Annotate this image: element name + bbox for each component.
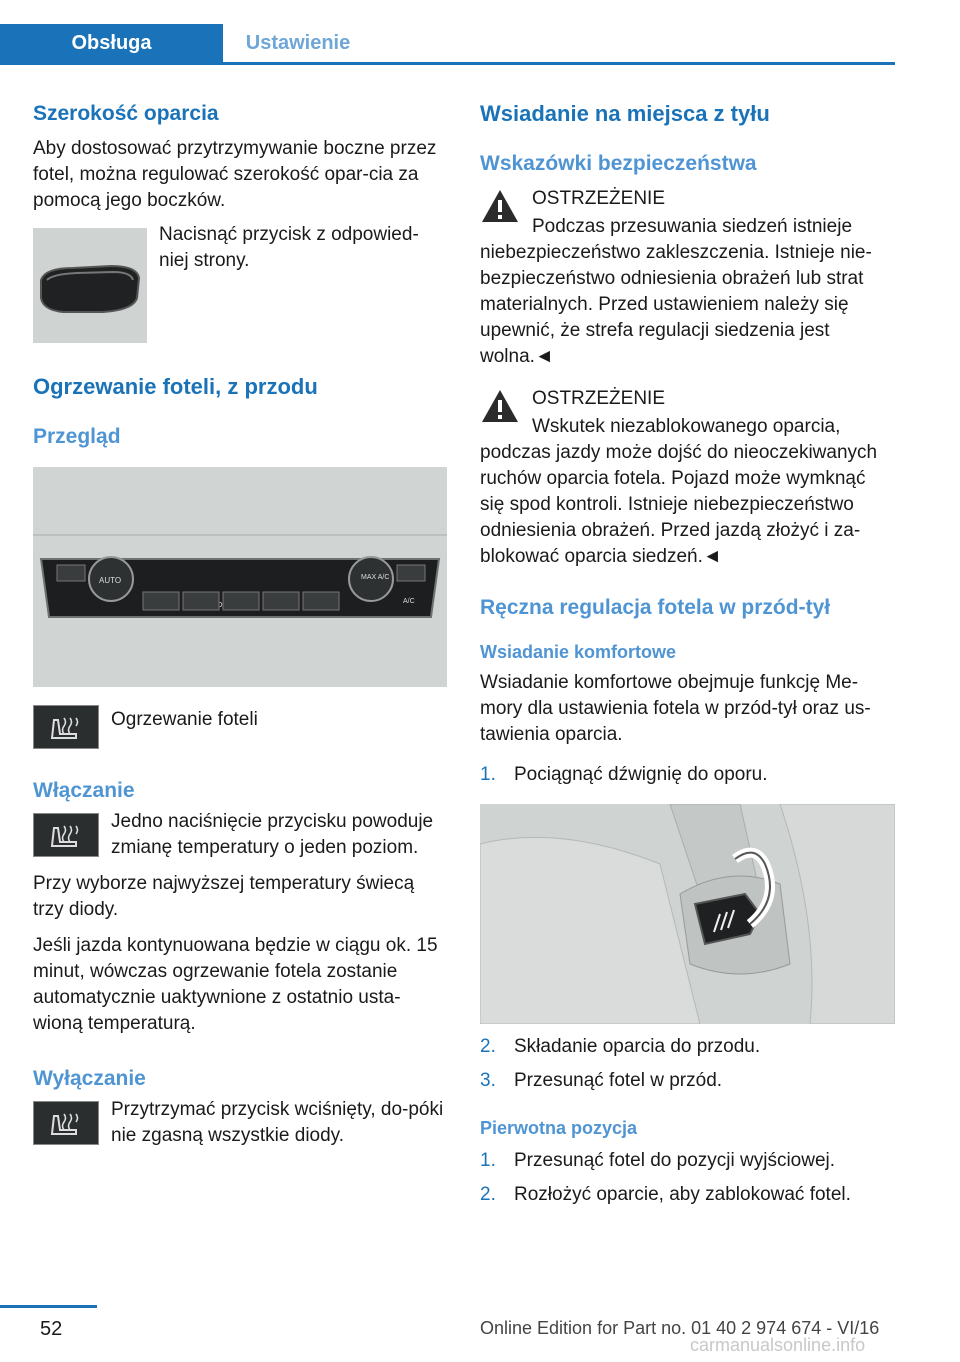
section-title-rear-entry: Wsiadanie na miejsca z tyłu — [480, 101, 770, 126]
watermark: carmanualsonline.info — [690, 1335, 866, 1355]
list-number: 2. — [480, 1184, 496, 1205]
warning-triangle-icon — [480, 188, 520, 224]
switch-on-para-2: Jeśli jazda kontynuowana będzie w ciągu ok. 15 minut, wówczas ogrzewanie fotela zostanie automatycznie uaktywnione z ostatnio usta-wioną temperaturą. — [33, 935, 438, 1034]
seat-heating-icon — [46, 820, 86, 850]
list-text: Przesunąć fotel w przód. — [514, 1070, 723, 1091]
list-item — [480, 1034, 895, 1060]
panel-max-label: MAX A/C — [361, 574, 390, 581]
page-number: 52 — [40, 1318, 63, 1340]
switch-on-text: Jedno naciśnięcie przycisku powoduje zmianę temperatury o jeden poziom. — [111, 811, 434, 858]
backrest-button-image — [33, 228, 147, 343]
tab-obsluga[interactable]: Obsługa — [0, 24, 223, 62]
subtitle-overview: Przegląd — [33, 425, 121, 448]
list-text: Rozłożyć oparcie, aby zablokować fotel. — [514, 1184, 851, 1205]
warning-triangle-icon — [480, 388, 520, 424]
panel-auto-label: AUTO — [99, 576, 122, 585]
left-column — [33, 100, 447, 1149]
warning-1-label: OSTRZEŻENIE — [532, 188, 666, 209]
list-item — [480, 1068, 895, 1094]
list-item — [480, 762, 895, 788]
edition-text: Online Edition for Part no. 01 40 2 974 674 - VI/16 — [480, 1318, 880, 1338]
seat-heating-button-image-off — [33, 1101, 99, 1145]
backrest-width-text: Aby dostosować przytrzymywanie boczne przez fotel, można regulować szerokość opar-cia za pomocą jego boczków. — [33, 138, 437, 211]
right-column — [480, 100, 895, 1208]
list-text: Pociągnąć dźwignię do oporu. — [514, 764, 768, 785]
section-title-seat-heating: Ogrzewanie foteli, z przodu — [33, 374, 318, 399]
seat-heating-icon — [46, 712, 86, 742]
footer-divider — [0, 1305, 97, 1308]
seat-heating-button-image-on — [33, 813, 99, 857]
list-text: Składanie oparcia do przodu. — [514, 1036, 761, 1057]
subtitle-original-position: Pierwotna pozycja — [480, 1118, 638, 1138]
list-item — [480, 1182, 895, 1208]
subtitle-safety: Wskazówki bezpieczeństwa — [480, 152, 757, 175]
seat-heating-icon — [46, 1108, 86, 1138]
backrest-width-hint: Nacisnąć przycisk z odpowied-niej strony. — [159, 224, 419, 271]
list-item — [480, 1148, 895, 1174]
switch-off-text: Przytrzymać przycisk wciśnięty, do-póki nie zgasną wszystkie diody. — [111, 1099, 444, 1146]
list-number: 1. — [480, 1150, 496, 1171]
list-number: 2. — [480, 1036, 496, 1057]
warning-2-label: OSTRZEŻENIE — [532, 388, 666, 409]
seat-heating-button-image — [33, 705, 99, 749]
climate-panel-image — [33, 467, 447, 687]
warning-1-text: Podczas przesuwania siedzeń istnieje niebezpieczeństwo zakleszczenia. Istnieje nie-bezpieczeństwo odniesienia obrażeń lub strat materialnych. Przed ustawieniem należy się upewnić, że strefa regulacji siedzenia jest wolna.◄ — [480, 216, 872, 367]
lever-image — [480, 804, 895, 1024]
panel-ac-label: A/C — [403, 598, 415, 605]
section-title-backrest-width: Szerokość oparcia — [33, 102, 219, 125]
warning-block-1 — [480, 188, 895, 370]
seat-heating-label: Ogrzewanie foteli — [111, 709, 258, 730]
warning-block-2 — [480, 388, 895, 570]
list-text: Przesunąć fotel do pozycji wyjściowej. — [514, 1150, 836, 1171]
tab-ustawienie[interactable]: Ustawienie — [245, 31, 351, 54]
subtitle-switch-off: Wyłączanie — [33, 1067, 146, 1090]
subtitle-switch-on: Włączanie — [33, 779, 135, 802]
switch-on-para-1: Przy wyborze najwyższej temperatury świecą trzy diody. — [33, 873, 415, 920]
subtitle-manual-adjustment: Ręczna regulacja fotela w przód-tył — [480, 596, 831, 619]
subtitle-comfort-entry: Wsiadanie komfortowe — [480, 642, 677, 662]
comfort-entry-text: Wsiadanie komfortowe obejmuje funkcję Me-mory dla ustawienia fotela w przód-tył oraz us-tawienia oparcia. — [480, 672, 871, 745]
list-number: 3. — [480, 1070, 496, 1091]
list-number: 1. — [480, 764, 496, 785]
warning-2-text: Wskutek niezablokowanego oparcia, podczas jazdy może dojść do nieoczekiwanych ruchów oparcia fotela. Pojazd może wymknąć się spod kontroli. Istnieje niebezpieczeństwo odniesienia obrażeń. Przed jazdą złożyć i za-blokować oparcia siedzeń.◄ — [480, 416, 878, 567]
backrest-button-icon — [33, 228, 147, 343]
